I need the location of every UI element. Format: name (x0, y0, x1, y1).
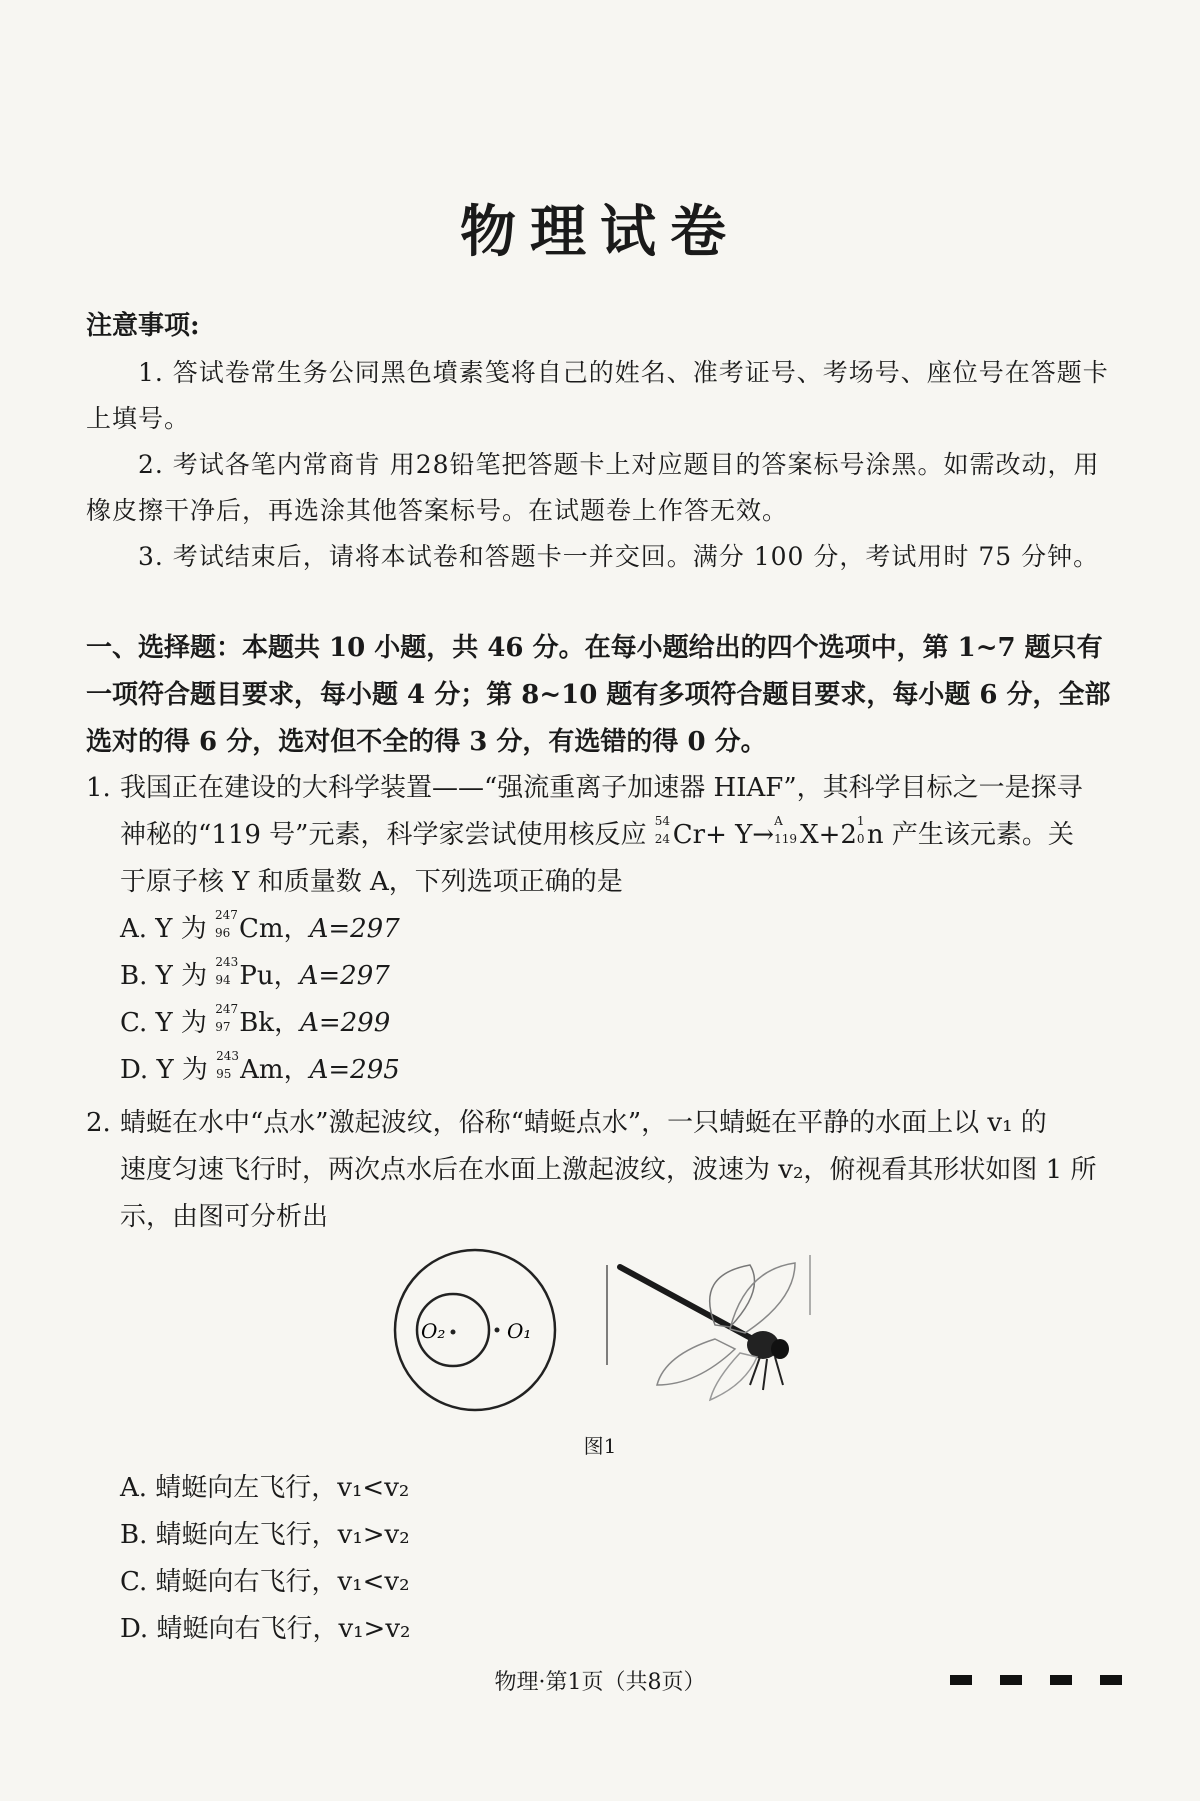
label-o1: O₁ (507, 1319, 532, 1343)
isotope-x: A 119 (774, 814, 797, 846)
isotope-cr: 54 24 (654, 814, 671, 846)
question-1-line-1: 我国正在建设的大科学装置——“强流重离子加速器 HIAF”，其科学目标之一是探寻 (120, 773, 1083, 803)
q2-option-b[interactable]: B. 蜻蜓向左飞行，v₁>v₂ (120, 1520, 410, 1550)
isotope: 243 94 (215, 955, 239, 987)
isotope: 247 96 (215, 908, 238, 940)
question-1 (86, 765, 1116, 906)
alignment-mark (950, 1675, 972, 1685)
figure-1 (385, 1245, 835, 1415)
q1-option-d[interactable] (120, 1047, 400, 1094)
question-2-line-3: 示，由图可分析出 (120, 1202, 329, 1232)
alignment-mark (1100, 1675, 1122, 1685)
q2-option-d[interactable]: D. 蜻蜓向右飞行，v₁>v₂ (120, 1614, 411, 1644)
question-1-line-2a: 神秘的“119 号”元素，科学家尝试使用核反应 (120, 820, 655, 850)
option-symbol: Am， (240, 1055, 310, 1085)
option-label: C. Y 为 (120, 1008, 216, 1038)
option-value: A=295 (309, 1055, 400, 1085)
option-value: A=297 (299, 961, 390, 991)
q1-option-b[interactable] (120, 953, 390, 1000)
figure-caption: 图1 (583, 1434, 617, 1458)
alignment-mark (1000, 1675, 1022, 1685)
option-value: A=297 (309, 914, 400, 944)
question-2-line-1: 蜻蜓在水中“点水”激起波纹，俗称“蜻蜓点水”，一只蜻蜓在平静的水面上以 v₁ 的 (120, 1108, 1047, 1138)
center-dot-o1 (495, 1328, 500, 1333)
alignment-mark (1050, 1675, 1072, 1685)
q2-option-c[interactable]: C. 蜻蜓向右飞行，v₁<v₂ (120, 1567, 410, 1597)
q1-option-c[interactable] (120, 1000, 390, 1047)
option-symbol: Pu， (239, 961, 300, 991)
notice-item-2: 2. 考试各笔内常商肯 用28铅笔把答题卡上对应题目的答案标号涂黑。如需改动，用橡皮擦干净后，再选涂其他答案标号。在试题卷上作答无效。 (86, 450, 1100, 525)
dragonfly-icon (607, 1255, 810, 1400)
section-heading: 一、选择题：本题共 10 小题，共 46 分。在每小题给出的四个选项中，第 1~7 题只有一项符合题目要求，每小题 4 分；第 8~10 题有多项符合题目要求，每小题 6 分，全部选对的得 6 分，选对但不全的得 3 分，有选错的得 0 分。 (86, 633, 1111, 757)
footer-marks (950, 1675, 1122, 1685)
isotope: 243 95 (216, 1049, 240, 1081)
option-value: A=299 (300, 1008, 391, 1038)
reaction-part-x: X+2 (800, 820, 857, 850)
question-1-line-2b: 产生该元素。关 (883, 820, 1074, 850)
reaction-part-cr: Cr+ Y→ (672, 820, 775, 850)
notice-item-3: 3. 考试结束后，请将本试卷和答题卡一并交回。满分 100 分，考试用时 75 分钟。 (138, 542, 1100, 571)
question-number: 1. (86, 773, 111, 803)
question-1-line-3: 于原子核 Y 和质量数 A，下列选项正确的是 (120, 867, 623, 897)
notice-heading: 注意事项: (86, 311, 200, 341)
reaction-part-n: n (866, 820, 884, 850)
question-number: 2. (86, 1108, 111, 1138)
option-symbol: Cm， (239, 914, 310, 944)
page-title: 物理试卷 (460, 199, 740, 265)
center-dot-o2 (451, 1330, 456, 1335)
isotope-n: 1 0 (856, 814, 865, 846)
option-label: B. Y 为 (120, 961, 216, 991)
label-o2: O₂ (421, 1319, 446, 1343)
isotope: 247 97 (215, 1002, 239, 1034)
option-label: D. Y 为 (120, 1055, 217, 1085)
q2-option-a[interactable]: A. 蜻蜓向左飞行，v₁<v₂ (120, 1473, 410, 1503)
notice-item-1: 1. 答试卷常生务公同黑色墳素笺将自己的姓名、准考证号、考场号、座位号在答题卡上填号。 (86, 358, 1109, 433)
question-2-line-2: 速度匀速飞行时，两次点水后在水面上激起波纹，波速为 v₂，俯视看其形状如图 1 所 (120, 1155, 1097, 1185)
page-footer: 物理·第1页（共8页） (494, 1670, 706, 1695)
option-label: A. Y 为 (120, 914, 215, 944)
question-2 (86, 1100, 1116, 1241)
option-symbol: Bk， (239, 1008, 301, 1038)
q1-option-a[interactable] (120, 906, 400, 953)
